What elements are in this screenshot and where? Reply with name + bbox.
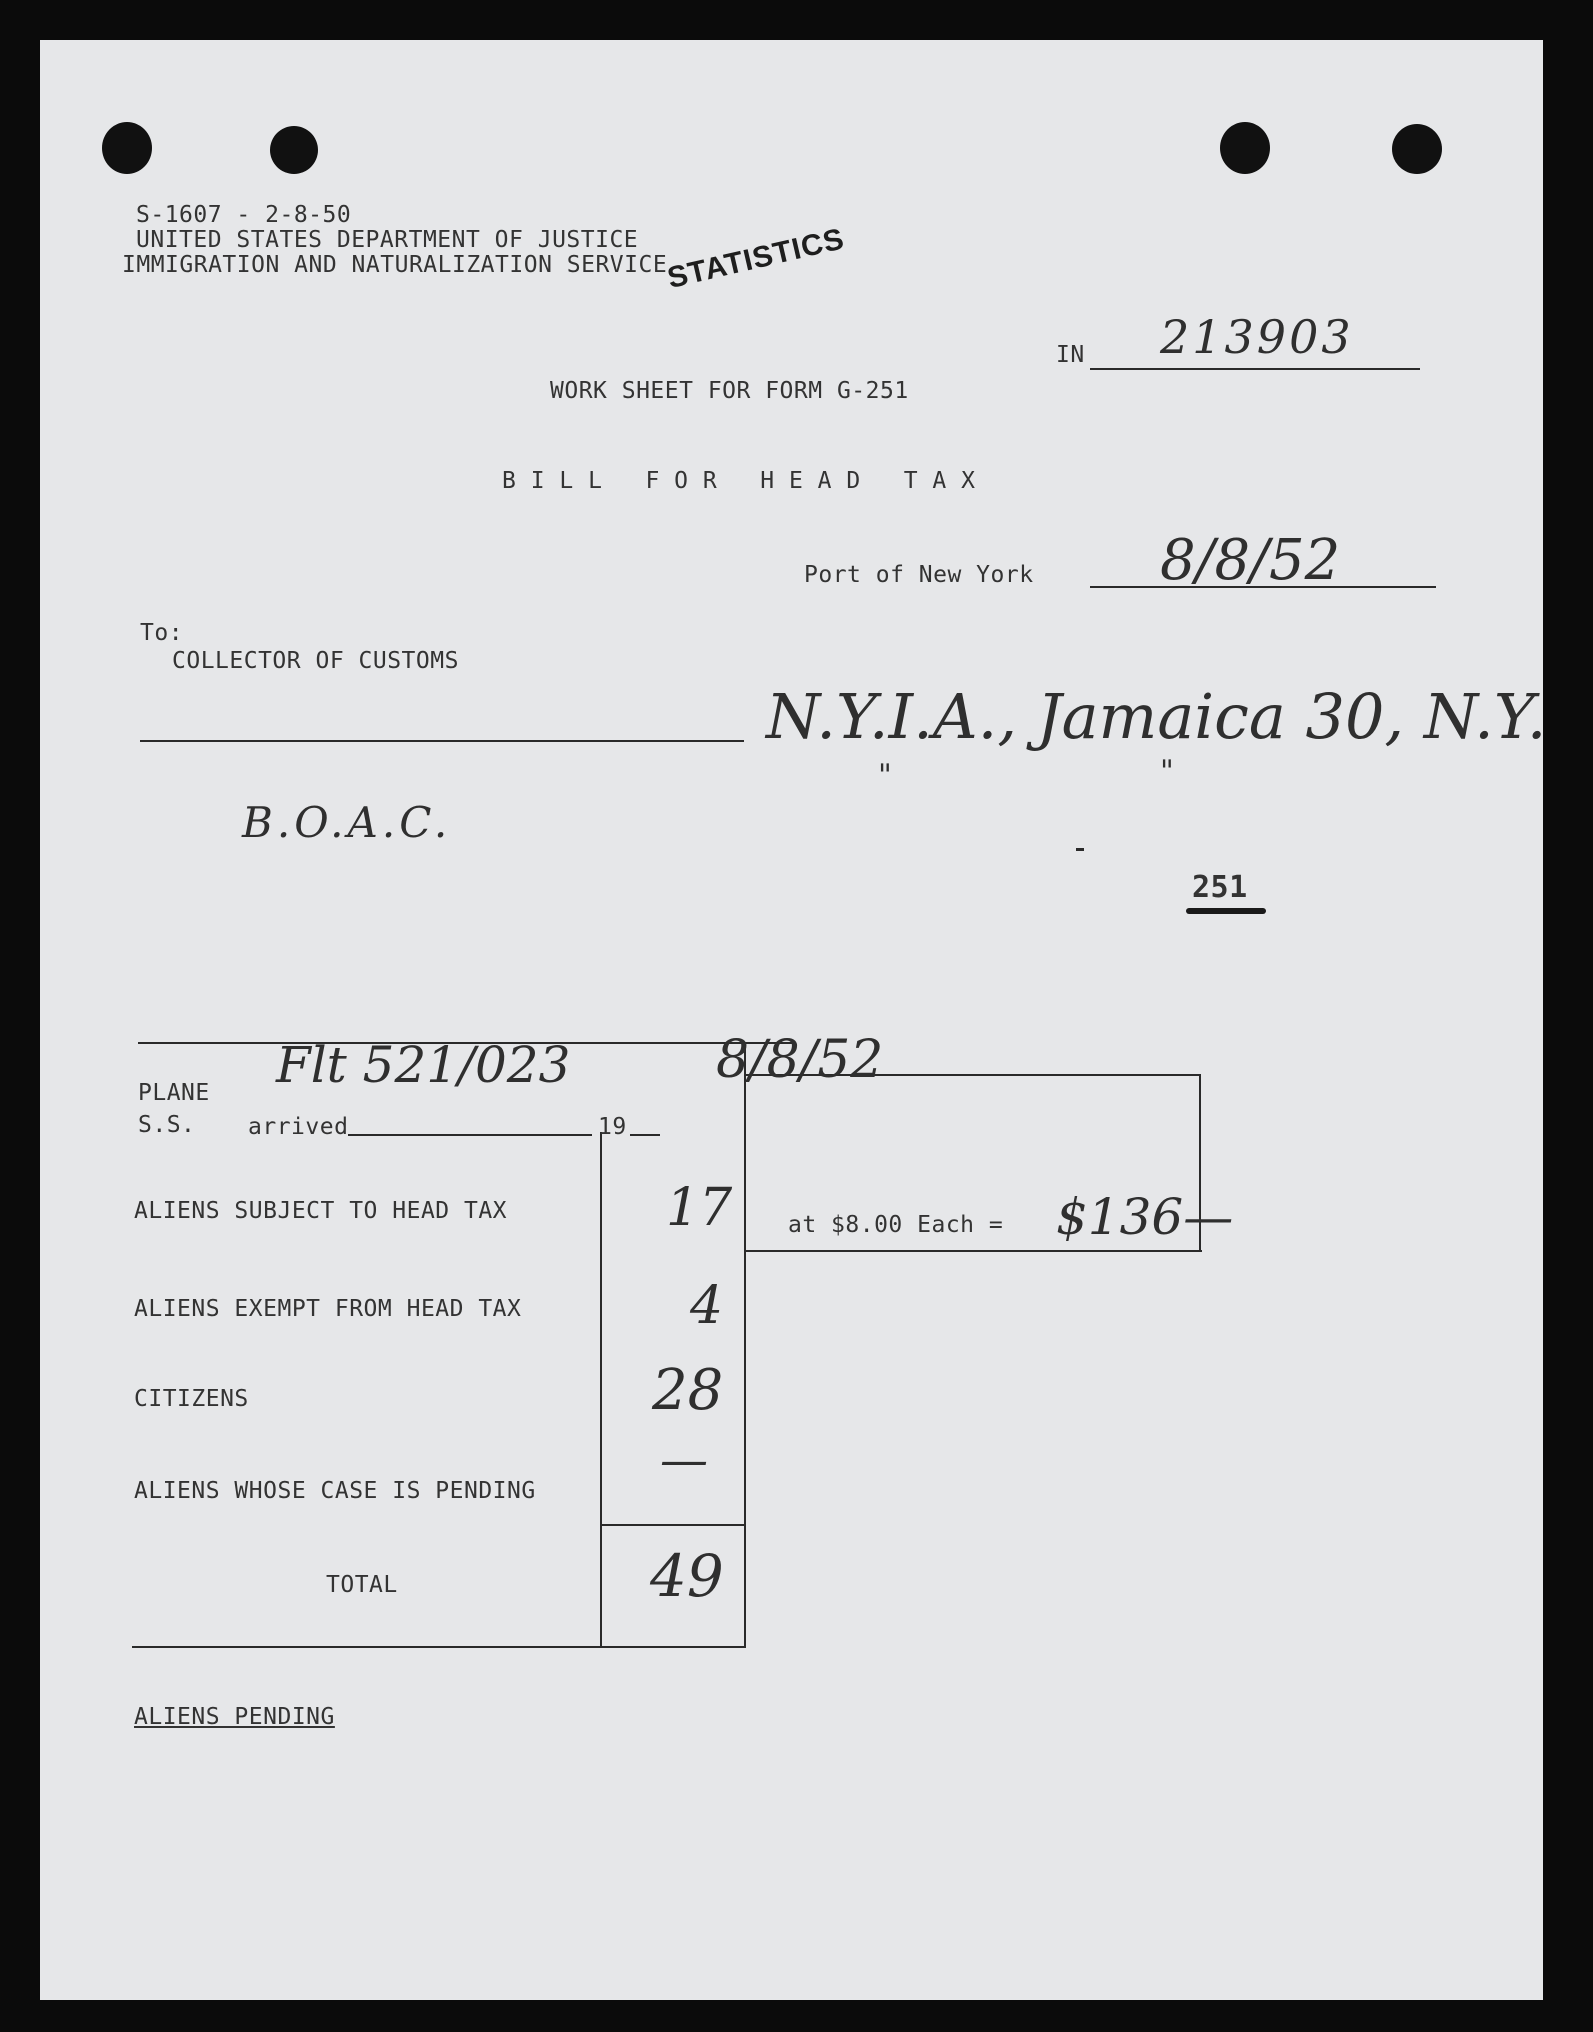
location-handwritten: N.Y.I.A., Jamaica 30, N.Y.	[766, 680, 1547, 753]
punch-hole	[1220, 122, 1270, 174]
divider-left	[600, 1132, 602, 1648]
statistics-stamp: STATISTICS	[664, 222, 848, 296]
collector-name: COLLECTOR OF CUSTOMS	[172, 648, 459, 674]
total-value: 49	[650, 1542, 724, 1610]
plane-label: PLANE	[138, 1080, 210, 1106]
punch-hole	[270, 126, 318, 174]
form-number: 251	[1192, 870, 1248, 905]
flight-handwritten: Flt 521/023	[276, 1036, 571, 1094]
year-underline	[630, 1134, 660, 1136]
row-label-exempt: ALIENS EXEMPT FROM HEAD TAX	[134, 1296, 522, 1322]
aliens-pending-heading: ALIENS PENDING	[134, 1704, 335, 1730]
row-label-citizens: CITIZENS	[134, 1386, 249, 1412]
carrier-handwritten: B.O.A.C.	[242, 798, 452, 847]
port-date: 8/8/52	[1160, 528, 1341, 593]
form-number-underline	[1186, 908, 1266, 914]
table-bottom-line	[132, 1646, 746, 1648]
amount-handwritten: $136—	[1056, 1188, 1234, 1246]
row-value-exempt: 4	[690, 1276, 724, 1336]
to-label: To:	[140, 620, 184, 646]
form-title: WORK SHEET FOR FORM G-251	[550, 378, 909, 404]
in-label: IN	[1056, 342, 1085, 368]
row-label-pending: ALIENS WHOSE CASE IS PENDING	[134, 1478, 536, 1504]
row-value-subject: 17	[666, 1178, 733, 1238]
rate-text: at $8.00 Each =	[788, 1212, 1004, 1238]
arrived-label: arrived	[248, 1114, 349, 1140]
service-name: IMMIGRATION AND NATURALIZATION SERVICE	[122, 252, 668, 278]
bill-title: B I L L F O R H E A D T A X	[502, 468, 976, 494]
form-code: S-1607 - 2-8-50	[136, 202, 352, 228]
arrival-date-handwritten: 8/8/52	[716, 1030, 884, 1090]
collector-underline	[140, 740, 744, 742]
row-value-citizens: 28	[652, 1358, 724, 1423]
row-value-pending: —	[660, 1432, 708, 1488]
in-underline	[1090, 368, 1420, 370]
row-label-subject: ALIENS SUBJECT TO HEAD TAX	[134, 1198, 508, 1224]
arrived-underline	[348, 1134, 592, 1136]
department-name: UNITED STATES DEPARTMENT OF JUSTICE	[136, 227, 639, 253]
punch-hole	[102, 122, 152, 174]
total-top-line	[602, 1524, 746, 1526]
punch-hole	[1392, 124, 1442, 174]
ss-label: S.S.	[138, 1112, 196, 1138]
port-label: Port of New York	[804, 562, 1034, 588]
in-number: 213903	[1160, 310, 1354, 364]
divider-right	[744, 1044, 746, 1648]
total-label: TOTAL	[326, 1572, 398, 1598]
year-label: 19	[598, 1114, 627, 1140]
ditto-mark: "	[1160, 754, 1174, 789]
ditto-mark: "	[878, 758, 892, 793]
document-page	[40, 40, 1547, 2000]
rate-box-bottom	[746, 1250, 1202, 1252]
dash-mark	[1076, 848, 1084, 851]
